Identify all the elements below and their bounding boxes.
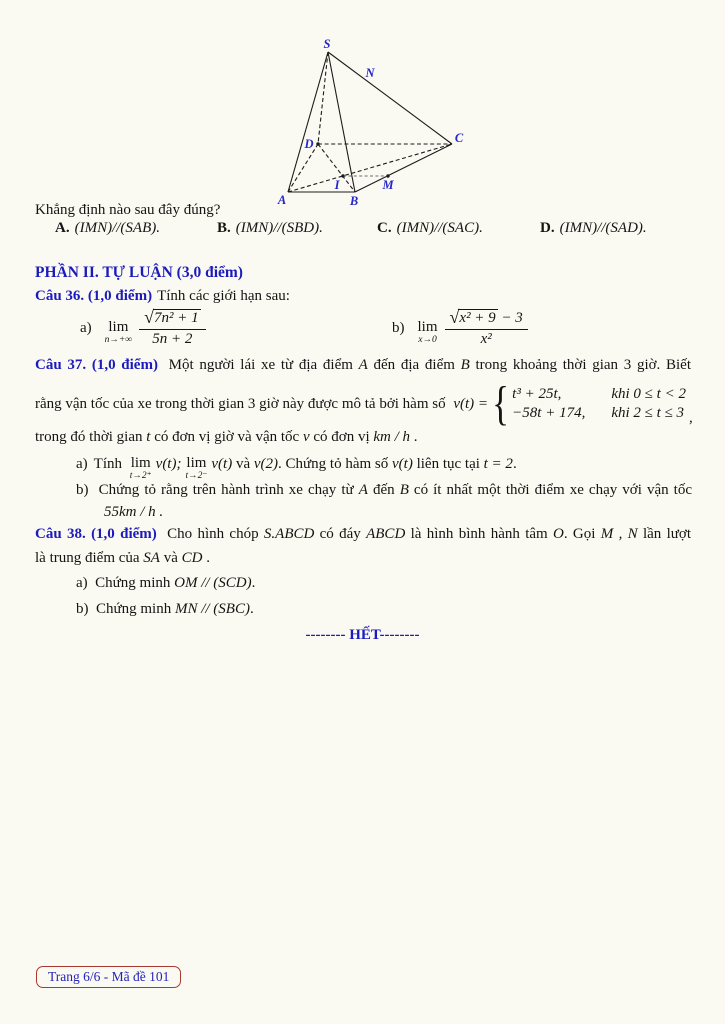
q37-item-b: b) Chứng tỏ rằng trên hành trình xe chạy từ A đến B có ít nhất một thời điểm xe chạy với vận tốc: [76, 482, 693, 498]
option-math: (IMN)//(SAB).: [74, 220, 160, 236]
section-heading: PHẦN II. TỰ LUẬN (3,0 điểm): [35, 264, 243, 281]
square-root: √x² + 9: [449, 307, 496, 327]
math-token: v(t);: [155, 455, 182, 472]
limit-operator: lim t→2⁻: [185, 455, 208, 481]
question-prompt: Khẳng định nào sau đây đúng?: [35, 202, 221, 218]
page-number-badge: Trang 6/6 - Mã đề 101: [36, 966, 181, 988]
svg-text:M: M: [382, 178, 394, 192]
option-d: [540, 220, 647, 237]
item-marker: b): [392, 319, 405, 336]
option-letter: B.: [217, 220, 231, 236]
q38-item-b: b) Chứng minh MN // (SBC).: [76, 601, 254, 617]
q36a-limit-expression: [80, 302, 206, 354]
svg-text:C: C: [454, 131, 464, 145]
svg-text:D: D: [304, 137, 314, 151]
q37a-text: liên tục tại: [412, 455, 484, 472]
svg-text:I: I: [334, 178, 340, 192]
q37a-text: Tính: [93, 455, 126, 472]
math-token: v(2): [253, 455, 279, 472]
case-condition: khi 0 ≤ t < 2: [611, 386, 686, 402]
svg-text:N: N: [365, 66, 375, 80]
q37-text2: rằng vận tốc của xe trong thời gian 3 giờ này được mô tả bởi hàm số: [35, 395, 450, 412]
q37-line2: [35, 377, 725, 430]
option-letter: A.: [55, 220, 70, 236]
q37-line1: [35, 357, 691, 374]
geometry-figure: [268, 33, 466, 209]
brace-symbol: {: [492, 377, 510, 430]
limit-operator: lim x→0: [417, 319, 438, 345]
option-math: (IMN)//(SAC).: [396, 220, 483, 236]
piecewise-cases: [512, 386, 686, 422]
q37-label: Câu 37. (1,0 điểm): [35, 357, 158, 373]
q38-item-a: a) Chứng minh OM // (SCD).: [76, 575, 256, 591]
case-expression: t³ + 25t,: [512, 386, 562, 402]
q37-item-a: [76, 449, 517, 479]
radical-sign: √: [449, 307, 460, 327]
option-letter: D.: [540, 220, 555, 236]
item-marker: a): [76, 455, 88, 472]
option-a: [55, 220, 160, 237]
q37a-text: và: [232, 455, 254, 472]
square-root: √7n² + 1: [144, 307, 199, 327]
case-expression: −58t + 174,: [512, 405, 586, 421]
piecewise-function: [453, 377, 693, 430]
q37-line3: trong đó thời gian t có đơn vị giờ và vận tốc v có đơn vị km / h .: [35, 429, 418, 445]
q38-line1: [35, 526, 691, 543]
q38-text1: Cho hình chóp S.ABCD có đáy ABCD là hình bình hành tâm O. Gọi M , N lần lượt: [161, 526, 692, 542]
limit-operator: lim n→+∞: [104, 319, 133, 345]
option-b: [217, 220, 323, 237]
item-marker: a): [80, 319, 92, 336]
option-math: (IMN)//(SAD).: [559, 220, 647, 236]
math-token: t = 2: [483, 455, 513, 472]
svg-text:S: S: [323, 37, 331, 51]
math-token: v(t): [211, 455, 233, 472]
q38-line2: là trung điểm của SA và CD .: [35, 550, 210, 566]
option-math: (IMN)//(SBD).: [235, 220, 323, 236]
trailing-comma: ,: [688, 410, 693, 426]
q37a-text: . Chứng tỏ hàm số: [278, 455, 392, 472]
function-lhs: v(t) =: [453, 395, 489, 412]
case-condition: khi 2 ≤ t ≤ 3: [611, 405, 685, 421]
mcq-options: [0, 220, 725, 244]
q37a-text: .: [512, 455, 517, 472]
option-letter: C.: [377, 220, 392, 236]
math-token: v(t): [392, 455, 413, 472]
svg-text:B: B: [349, 194, 359, 208]
fraction: $\frac{\text{√7n² + 1}}{5n + 2}$: [139, 308, 206, 348]
q37-item-b-line2: 55km / h .: [104, 504, 164, 520]
svg-text:A: A: [277, 193, 287, 207]
option-c: [377, 220, 483, 237]
q38-label: Câu 38. (1,0 điểm): [35, 526, 157, 542]
q36-intro: Tính các giới hạn sau:: [157, 288, 290, 304]
limit-operator: lim t→2⁺: [129, 455, 152, 481]
fraction: $\frac{\text{√x² + 9 − 3}}{\text{x²}}$: [445, 308, 528, 348]
q37-text1: Một người lái xe từ địa điểm A đến địa điểm B trong khoảng thời gian 3 giờ. Biết: [162, 357, 691, 373]
radical-sign: √: [144, 307, 154, 327]
q36-label: Câu 36. (1,0 điểm): [35, 288, 153, 304]
q36b-limit-expression: [392, 302, 528, 354]
end-of-exam-line: -------- HẾT--------: [305, 627, 420, 643]
